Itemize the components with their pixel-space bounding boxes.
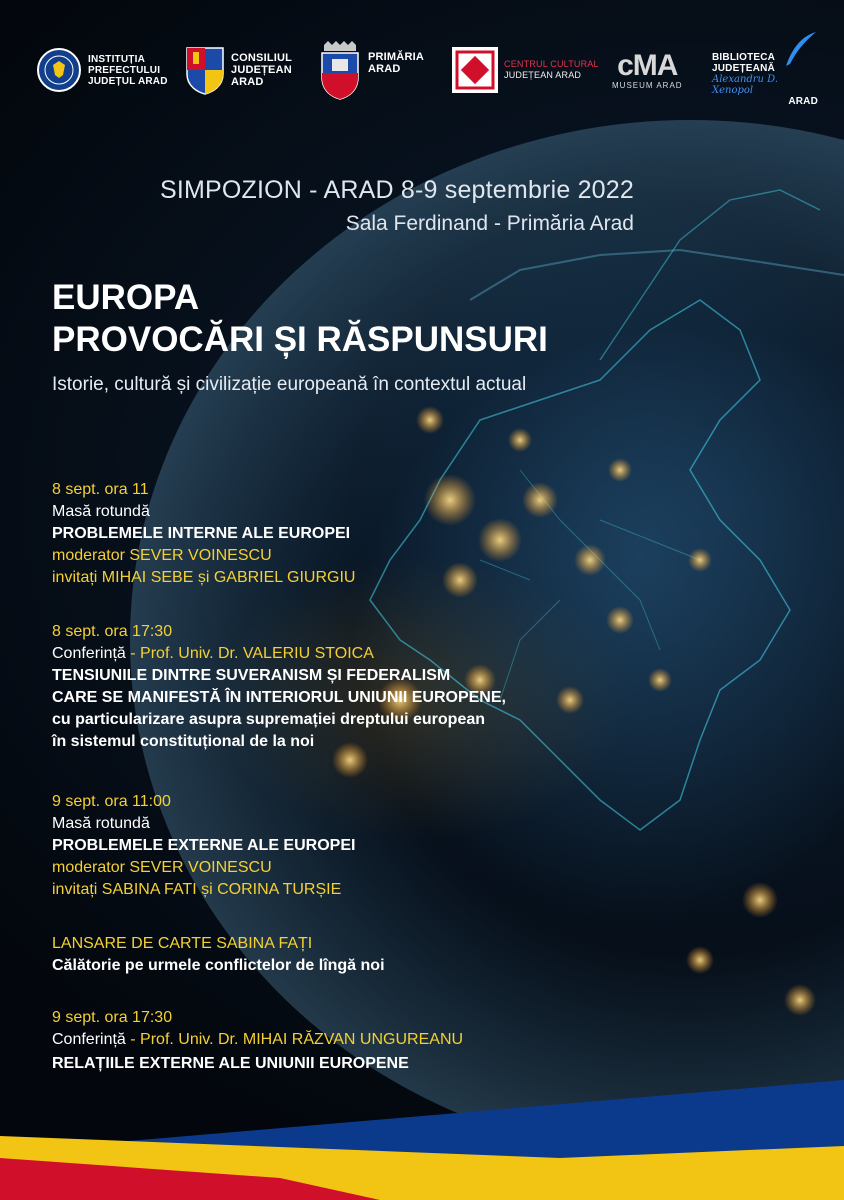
event2-type-line xyxy=(52,644,374,664)
prefect-line3: JUDEȚUL ARAD xyxy=(88,75,168,87)
museum-mark: cMA xyxy=(617,48,678,82)
centru-line1: CENTRUL CULTURAL xyxy=(504,59,599,69)
primaria-line2: ARAD xyxy=(368,63,401,75)
primaria-logo xyxy=(318,30,424,110)
prefect-line2: PREFECTULUI xyxy=(88,64,161,76)
event5-date: 9 sept. ora 17:30 xyxy=(52,1009,173,1026)
event2-title4: în sistemul constituțional de la noi xyxy=(52,733,315,750)
primaria-line1: PRIMĂRIA xyxy=(368,51,424,63)
cultural-center-mark-icon xyxy=(452,47,498,93)
venue-line: Sala Ferdinand - Primăria Arad xyxy=(345,212,634,235)
centru-cultural-logo xyxy=(452,30,599,110)
museum-logo xyxy=(612,30,683,110)
city-coat-of-arms-icon xyxy=(318,39,362,101)
event2-title1: TENSIUNILE DINTRE SUVERANISM ȘI FEDERALISM xyxy=(52,667,451,684)
biblioteca-logo xyxy=(712,30,822,110)
event5-speaker: - Prof. Univ. Dr. MIHAI RĂZVAN UNGUREANU xyxy=(125,1031,464,1048)
subtitle: Istorie, cultură și civilizație europeană în contextul actual xyxy=(52,374,527,395)
event2-title3: cu particularizare asupra supremației dreptului european xyxy=(52,711,486,728)
biblioteca-line3: ARAD xyxy=(788,96,818,107)
event1-title: PROBLEMELE INTERNE ALE EUROPEI xyxy=(52,525,351,542)
consiliu-line3: ARAD xyxy=(231,76,264,88)
event4-heading: LANSARE DE CARTE SABINA FAȚI xyxy=(52,935,313,952)
event3-title: PROBLEMELE EXTERNE ALE EUROPEI xyxy=(52,837,356,854)
consiliu-line1: CONSILIUL xyxy=(231,52,293,64)
prefect-line1: INSTITUȚIA xyxy=(88,53,145,65)
event1-type: Masă rotundă xyxy=(52,503,150,520)
event4-book: Călătorie pe urmele conflictelor de lîngă noi xyxy=(52,957,385,974)
consiliu-line2: JUDEȚEAN xyxy=(231,64,292,76)
event3-type: Masă rotundă xyxy=(52,815,150,832)
event5-type: Conferință xyxy=(52,1031,126,1048)
event1-guests: invitați MIHAI SEBE și GABRIEL GIURGIU xyxy=(52,569,356,586)
title-line2: PROVOCĂRI ȘI RĂSPUNSURI xyxy=(52,320,548,359)
event5-title: RELAȚIILE EXTERNE ALE UNIUNII EUROPENE xyxy=(52,1055,409,1072)
event1-moderator: moderator SEVER VOINESCU xyxy=(52,547,272,564)
government-seal-icon xyxy=(36,47,82,93)
event2-type: Conferință xyxy=(52,645,126,662)
event1-date: 8 sept. ora 11 xyxy=(52,481,149,498)
county-coat-of-arms-icon xyxy=(185,44,225,96)
event2-date: 8 sept. ora 17:30 xyxy=(52,623,173,640)
event2-title2: CARE SE MANIFESTĂ ÎN INTERIORUL UNIUNII EUROPENE, xyxy=(52,689,506,706)
museum-name: MUSEUM ARAD xyxy=(612,80,683,90)
biblioteca-line1: BIBLIOTECA xyxy=(712,52,776,63)
symposium-line: SIMPOZION - ARAD 8-9 septembrie 2022 xyxy=(159,176,634,204)
centru-line2: JUDEȚEAN ARAD xyxy=(504,70,582,80)
partner-logos xyxy=(0,30,844,120)
quill-icon xyxy=(782,30,818,70)
biblioteca-line2: JUDEȚEANĂ xyxy=(712,63,775,74)
biblioteca-script: Alexandru D. Xenopol xyxy=(712,74,779,96)
event3-guests: invitați SABINA FATI și CORINA TURȘIE xyxy=(52,881,342,898)
romanian-flag-stripes xyxy=(0,1040,844,1200)
title-line1: EUROPA xyxy=(52,278,200,317)
consiliu-logo xyxy=(185,30,292,110)
event2-speaker: - Prof. Univ. Dr. VALERIU STOICA xyxy=(125,645,374,662)
event3-date: 9 sept. ora 11:00 xyxy=(52,793,171,810)
event3-moderator: moderator SEVER VOINESCU xyxy=(52,859,272,876)
prefect-logo xyxy=(36,30,168,110)
